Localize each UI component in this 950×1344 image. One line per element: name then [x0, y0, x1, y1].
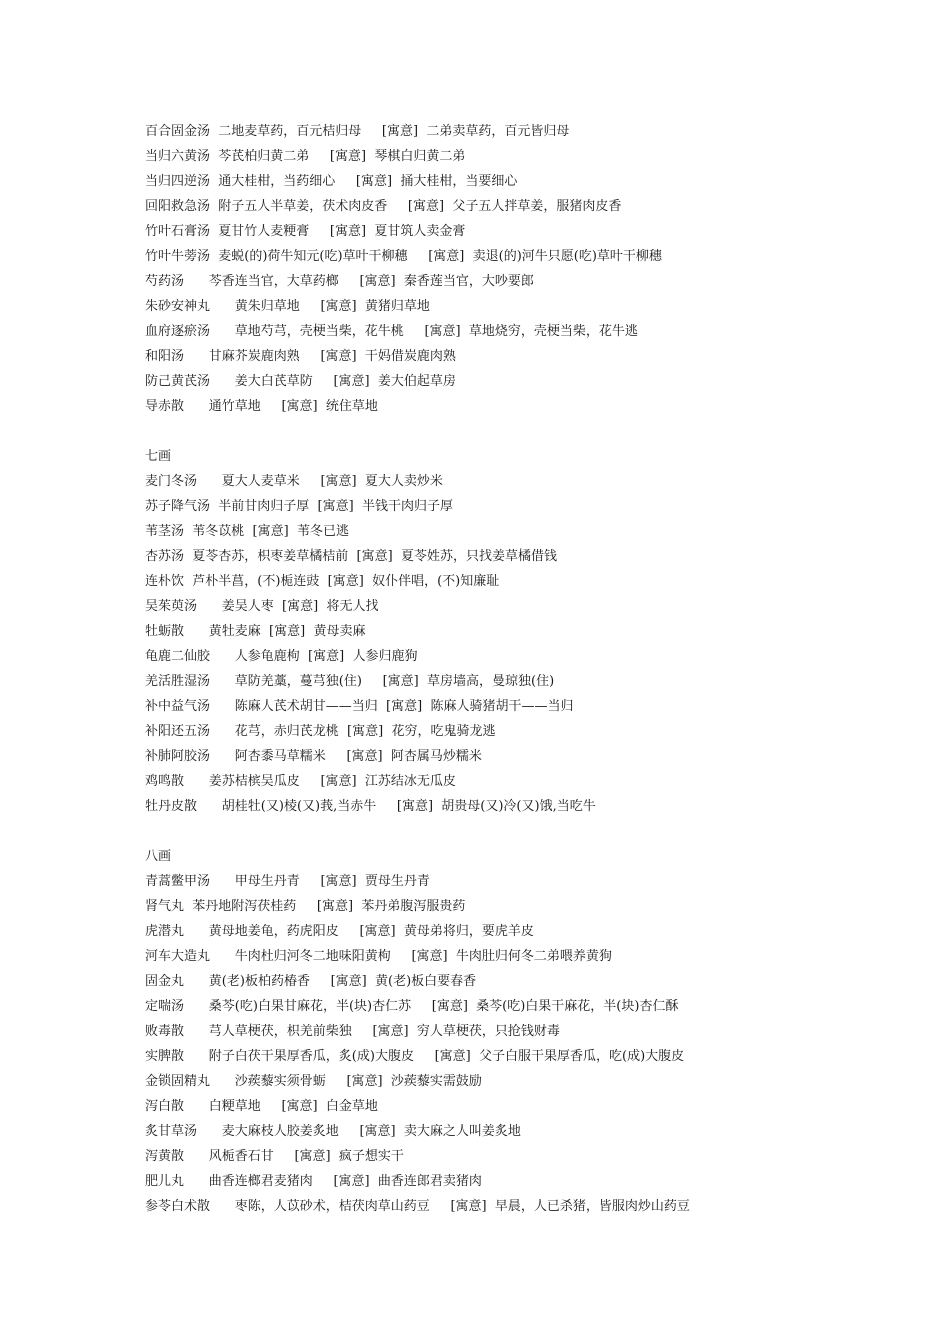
formula-line: 定喘汤 桑芩(吃)白果甘麻花，半(块)杏仁苏 [寓意] 桑芩(吃)白果干麻花，半(块)杏仁酥: [145, 999, 679, 1014]
section-spacer: [145, 819, 905, 844]
formula-line: 血府逐瘀汤 草地芍芎，壳梗当柴，花牛桃 [寓意] 草地烧穷，壳梗当柴，花牛逃: [145, 324, 638, 339]
formula-line: 金锁固精丸 沙蒺藜实须骨蛎 [寓意] 沙蒺藜实需鼓励: [145, 1074, 482, 1089]
document-page: [145, 119, 905, 1219]
section-heading-seven-strokes: 七画: [145, 449, 172, 464]
formula-line: 百合固金汤 二地麦草药，百元桔归母 [寓意] 二弟卖草药，百元皆归母: [145, 124, 570, 139]
formula-line: 参苓白术散 枣陈，人苡砂术，桔茯肉草山药豆 [寓意] 早晨，人已杀猪，皆服肉炒山药豆: [145, 1199, 690, 1214]
formula-line: 败毒散 芎人草梗茯，枳羌前柴独 [寓意] 穷人草梗茯，只抢钱财毒: [145, 1024, 560, 1039]
formula-list-group-3: [145, 869, 905, 1219]
formula-line: 吴茱萸汤 姜吴人枣 [寓意] 将无人找: [145, 599, 379, 614]
formula-line: 防己黄芪汤 姜大白芪草防 [寓意] 姜大伯起草房: [145, 374, 456, 389]
formula-list-group-2: [145, 469, 905, 819]
formula-line: 固金丸 黄(老)板柏药椿香 [寓意] 黄(老)板白要春香: [145, 974, 477, 989]
formula-line: 补中益气汤 陈麻人芪术胡甘——当归 [寓意] 陈麻人骑猪胡干——当归: [145, 699, 574, 714]
formula-line: 肾气丸 苯丹地附泻茯桂药 [寓意] 苯丹弟腹泻服贵药: [145, 899, 466, 914]
formula-line: 肥儿丸 曲香连榔君麦猪肉 [寓意] 曲香连郎君卖猪肉: [145, 1174, 482, 1189]
formula-line: 连朴饮 芦朴半菖，(不)栀连豉 [寓意] 奴仆伴唱，(不)知廉耻: [145, 574, 500, 589]
formula-line: 朱砂安神丸 黄朱归草地 [寓意] 黄猪归草地: [145, 299, 430, 314]
formula-list-group-1: [145, 119, 905, 419]
formula-line: 炙甘草汤 麦大麻枝人胶姜炙地 [寓意] 卖大麻之人叫姜炙地: [145, 1124, 521, 1139]
formula-line: 实脾散 附子白茯干果厚香瓜，炙(成)大腹皮 [寓意] 父子白服干果厚香瓜，吃(成)大腹皮: [145, 1049, 685, 1064]
formula-line: 芍药汤 芩香连当官，大草药榔 [寓意] 秦香莲当官，大吵要郎: [145, 274, 534, 289]
formula-line: 龟鹿二仙胶 人参龟鹿枸 [寓意] 人参归鹿狗: [145, 649, 418, 664]
formula-line: 青蒿鳖甲汤 甲母生丹青 [寓意] 贾母生丹青: [145, 874, 430, 889]
formula-line: 鸡鸣散 姜苏桔槟吴瓜皮 [寓意] 江苏结冰无瓜皮: [145, 774, 456, 789]
formula-line: 虎潜丸 黄母地姜龟，药虎阳皮 [寓意] 黄母弟将归，要虎羊皮: [145, 924, 534, 939]
formula-line: 泻黄散 风栀香石甘 [寓意] 疯子想实干: [145, 1149, 404, 1164]
section-heading-eight-strokes: 八画: [145, 849, 172, 864]
formula-line: 回阳救急汤 附子五人半草姜，茯术肉皮香 [寓意] 父子五人拌草姜，服猪肉皮香: [145, 199, 622, 214]
formula-line: 河车大造丸 牛肉杜归河冬二地味阳黄枸 [寓意] 牛肉肚归何冬二弟喂养黄狗: [145, 949, 612, 964]
section-spacer: [145, 419, 905, 444]
formula-line: 竹叶牛蒡汤 麦蜕(的)荷牛知元(吃)草叶干柳穗 [寓意] 卖退(的)河牛只愿(吃)草叶干柳穗: [145, 249, 662, 264]
formula-line: 补阳还五汤 花芎，赤归芪龙桃 [寓意] 花穷，吃鬼骑龙逃: [145, 724, 496, 739]
formula-line: 杏苏汤 夏苓杏苏，枳枣姜草橘桔前 [寓意] 夏苓姓苏，只找姜草橘借钱: [145, 549, 557, 564]
formula-line: 苇茎汤 苇冬苡桃 [寓意] 苇冬已逃: [145, 524, 349, 539]
formula-line: 竹叶石膏汤 夏甘竹人麦粳膏 [寓意] 夏甘筑人卖金膏: [145, 224, 466, 239]
formula-line: 麦门冬汤 夏大人麦草米 [寓意] 夏大人卖炒米: [145, 474, 443, 489]
formula-line: 苏子降气汤 半前甘肉归子厚 [寓意] 半钱干肉归子厚: [145, 499, 453, 514]
formula-line: 牡蛎散 黄牡麦麻 [寓意] 黄母卖麻: [145, 624, 366, 639]
formula-line: 羌活胜湿汤 草防羌藁，蔓芎独(住) [寓意] 草房墙高，曼琼独(住): [145, 674, 555, 689]
formula-line: 导赤散 通竹草地 [寓意] 统住草地: [145, 399, 378, 414]
formula-line: 泻白散 白粳草地 [寓意] 白金草地: [145, 1099, 378, 1114]
formula-line: 当归四逆汤 通大桂柑，当药细心 [寓意] 捅大桂柑，当要细心: [145, 174, 518, 189]
formula-line: 当归六黄汤 芩芪柏归黄二弟 [寓意] 琴棋白归黄二弟: [145, 149, 466, 164]
formula-line: 牡丹皮散 胡桂牡(又)棱(又)莪,当赤牛 [寓意] 胡贵母(又)冷(又)饿,当吃牛: [145, 799, 596, 814]
formula-line: 补肺阿胶汤 阿杏黍马草糯米 [寓意] 阿杏属马炒糯米: [145, 749, 482, 764]
formula-line: 和阳汤 甘麻芥炭鹿肉熟 [寓意] 干妈借炭鹿肉熟: [145, 349, 456, 364]
